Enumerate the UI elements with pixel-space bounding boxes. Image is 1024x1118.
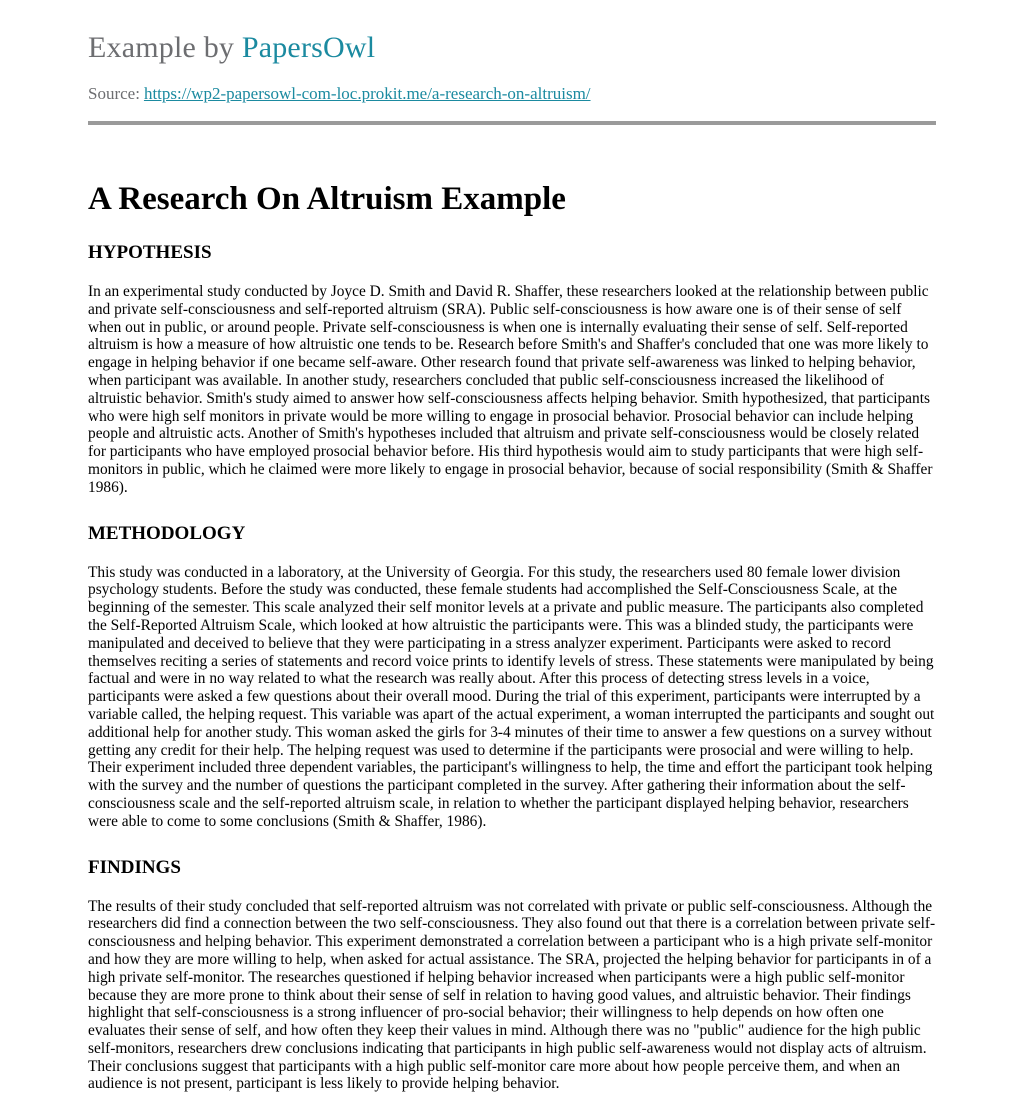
section-heading-methodology: METHODOLOGY (88, 522, 246, 544)
section-heading-hypothesis: HYPOTHESIS (88, 242, 212, 263)
papersowl-brand-link[interactable]: PapersOwl (241, 31, 376, 64)
article-title: A Research On Altruism Example (88, 181, 566, 217)
header-title (88, 0, 936, 65)
page-content (88, 0, 936, 1093)
section-body-hypothesis: In an experimental study conducted by Joyce D. Smith and David R. Shaffer, these researchers looked at the relationship between public and private self-consciousness and self-reported altruism (SRA). Public self-consciousness is how aware one is of their sense of self when out in public, or around people. Private self-consciousness is when one is internally evaluating their sense of self. Self-reported altruism is how a measure of how altruistic one tends to be. Research before Smith's and Shaffer's concluded that one was more likely to engage in helping behavior if one became self-aware. Other research found that private self-awareness was linked to helping behavior, when participant was available. In another study, researchers concluded that public self-consciousness increased the likelihood of altruistic behavior. Smith's study aimed to answer how self-consciousness affects helping behavior. Smith hypothesized, that participants who were high self monitors in private would be more willing to engage in prosocial behavior. Prosocial behavior can include helping people and altruistic acts. Another of Smith's hypotheses included that altruism and private self-consciousness would be closely related for participants who have employed prosocial behavior before. His third hypothesis would aim to study participants that were high self-monitors in public, which he claimed were more likely to engage in prosocial behavior, because of social responsibility (Smith & Shaffer 1986). (88, 283, 933, 496)
section-body-methodology: This study was conducted in a laboratory, at the University of Georgia. For this study, the researchers used 80 female lower division psychology students. Before the study was conducted, these female students had accomplished the Self-Consciousness Scale, at the beginning of the semester. This scale analyzed their self monitor levels at a private and public measure. The participants also completed the Self-Reported Altruism Scale, which looked at how altruistic the participants were. This was a blinded study, the participants were manipulated and deceived to believe that they were participating in a stress analyzer experiment. Participants were asked to record themselves reciting a series of statements and record voice prints to identify levels of stress. These statements were manipulated by being factual and were in no way related to what the research was really about. After this process of detecting stress levels in a voice, participants were asked a few questions about their overall mood. During the trial of this experiment, participants were interrupted by a variable called, the helping request. This variable was apart of the actual experiment, a woman interrupted the participants and sought out additional help for another study. This woman asked the girls for 3-4 minutes of their time to answer a few questions on a survey without getting any credit for their help. The helping request was used to determine if the participants were prosocial and were willing to help. Their experiment included three dependent variables, the participant's willingness to help, the time and effort the participant took helping with the survey and the number of questions the participant completed in the survey. After gathering their information about the self-consciousness scale and the self-reported altruism scale, in relation to whether the participant displayed helping behavior, researchers were able to come to some conclusions (Smith & Shaffer, 1986). (88, 563, 935, 830)
header-divider (88, 121, 936, 125)
section-body-findings: The results of their study concluded that self-reported altruism was not correlated with private or public self-consciousness. Although the researchers did find a connection between the two self-consciousness. They also found out that there is a correlation between private self-consciousness and helping behavior. This experiment demonstrated a correlation between a participant who is a high private self-monitor and how they are more willing to help, when asked for actual assistance. The SRA, projected the helping behavior for participants in of a high private self-monitor. The researches questioned if helping behavior increased when participants were a high public self-monitor because they are more prone to think about their sense of self in relation to having good values, and altruistic behavior. Their findings highlight that self-consciousness is a strong influencer of pro-social behavior; their willingness to help depends on how often one evaluates their sense of self, and how often they keep their values in mind. Although there was no "public" audience for the high public self-monitors, researchers drew conclusions indicating that participants in high public self-awareness would not display acts of altruism. Their conclusions suggest that participants with a high public self-monitor care more about how people perceive them, and when an audience is not present, participant is less likely to provide helping behavior. (88, 897, 936, 1093)
source-line (88, 84, 936, 104)
section-heading-findings: FINDINGS (88, 856, 181, 878)
source-label: Source: (88, 84, 140, 103)
source-url-link[interactable]: https://wp2-papersowl-com-loc.prokit.me/a-research-on-altruism/ (143, 84, 591, 103)
example-by-text: Example by (88, 31, 242, 64)
